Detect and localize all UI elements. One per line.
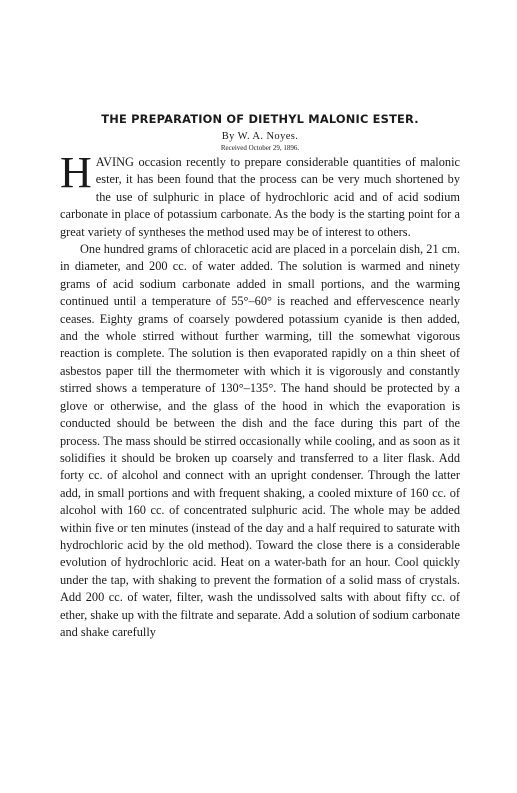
paragraph-1-text: AVING occasion recently to prepare considerable quantities of malonic ester, it has been found that the process can be very much shortened by the use of sulphuric in place of hydrochloric acid and of acid sodium carbonate in place of potassium carbonate. As the body is the starting point for a great variety of syntheses the method used may be of interest to others. <box>60 155 460 239</box>
paragraph-2: One hundred grams of chloracetic acid are placed in a porcelain dish, 21 cm. in diameter, and 200 cc. of water added. The solution is warmed and ninety grams of acid sodium carbonate added in small portions, and the warming continued until a temperature of 55°–60° is reached and effervescence nearly ceases. Eighty grams of coarsely powdered potassium cyanide is then added, and the whole stirred without further warming, till the somewhat vigorous reaction is complete. The solution is then evaporated rapidly on a thin sheet of asbestos paper till the thermometer with which it is vigorously and constantly stirred shows a temperature of 130°–135°. The hand should be protected by a glove or otherwise, and the glass of the hood in which the evaporation is conducted should be between the dish and the face during this part of the process. The mass should be stirred occasionally while cooling, and as soon as it solidifies it should be broken up coarsely and transferred to a liter flask. Add forty cc. of alcohol and connect with an upright condenser. Through the latter add, in small portions and with frequent shaking, a cooled mixture of 160 cc. of alcohol with 160 cc. of concentrated sulphuric acid. The whole may be added within five or ten minutes (instead of the day and a half required to saturate with hydrochloric acid by the old method). Toward the close there is a considerable evolution of hydrochloric acid. Heat on a water-bath for an hour. Cool quickly under the tap, with shaking to prevent the formation of a solid mass of crystals. Add 200 cc. of water, filter, wash the undissolved salts with about fifty cc. of ether, shake up with the filtrate and separate. Add a solution of sodium carbonate and shake carefully <box>60 242 460 639</box>
author-byline: By W. A. Noyes. <box>221 131 299 142</box>
drop-cap: H <box>60 148 92 197</box>
article-title: THE PREPARATION OF DIETHYL MALONIC ESTER. <box>101 112 419 126</box>
received-date: Received October 29, 1896. <box>220 144 300 152</box>
article <box>60 112 460 641</box>
